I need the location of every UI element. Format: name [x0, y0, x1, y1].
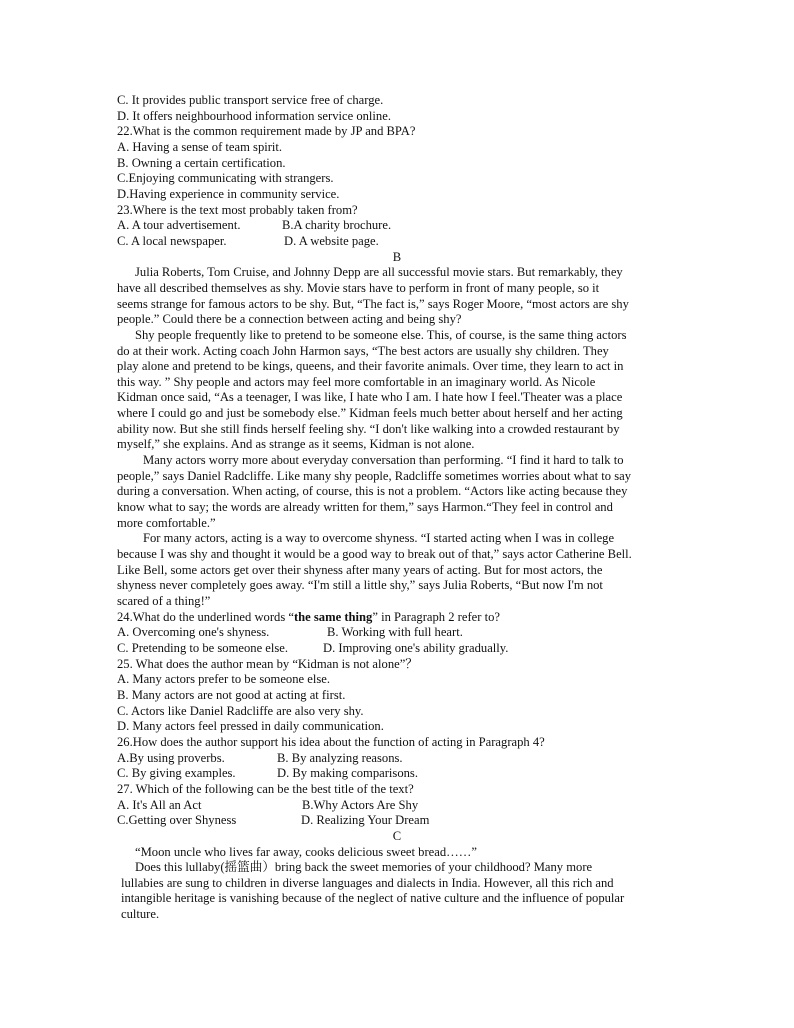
q24-stem-emphasis: the same thing	[293, 609, 373, 624]
q27-options-row1	[117, 798, 677, 814]
q22-option-b: B. Owning a certain certification.	[117, 155, 286, 170]
q27-stem: 27. Which of the following can be the best title of the text?	[117, 781, 414, 796]
q23-option-c: C. A local newspaper.	[117, 233, 227, 248]
q23-option-d: D. A website page.	[284, 233, 379, 248]
text-line: myself,” she explains. And as strange as it seems, Kidman is not alone.	[117, 437, 475, 452]
text-line: this way. ” Shy people and actors may feel more comfortable in an imaginary world. As Nicole	[117, 374, 596, 389]
text-line: know what to say; the words are already written for them,” says Harmon.“They feel in control and	[117, 500, 613, 515]
q26-option-b: B. By analyzing reasons.	[277, 750, 403, 765]
q24-stem-pre: 24.What do the underlined words “	[117, 609, 294, 624]
text-line: shyness never completely goes away. “I'm still a little shy,” says Julia Roberts, “But now I'm not	[117, 578, 603, 593]
text-line: people.” Could there be a connection between acting and being shy?	[117, 312, 462, 327]
section-b-paragraph-1	[117, 265, 677, 328]
q23-options-row2	[117, 234, 677, 250]
section-b-paragraph-4	[117, 531, 677, 609]
q24-option-d: D. Improving one's ability gradually.	[323, 640, 509, 655]
q22-option-c: C.Enjoying communicating with strangers.	[117, 171, 334, 186]
q22-stem: 22.What is the common requirement made by JP and BPA?	[117, 124, 416, 139]
text-line: Shy people frequently like to pretend to be someone else. This, of course, is the same thing actors	[135, 327, 627, 342]
section-c-paragraph-1	[117, 860, 677, 923]
text-line: more comfortable.”	[117, 515, 216, 530]
text-line: do at their work. Acting coach John Harmon says, “The best actors are usually shy children. They	[117, 343, 609, 358]
text-line: lullabies are sung to children in diverse languages and dialects in India. However, all this rich and	[121, 875, 614, 890]
q26-option-d: D. By making comparisons.	[277, 766, 418, 781]
text-line: Like Bell, some actors get over their shyness after many years of acting. But for most actors, the	[117, 562, 603, 577]
q26-option-c: C. By giving examples.	[117, 766, 236, 781]
q27-option-c: C.Getting over Shyness	[117, 813, 237, 828]
q26-stem: 26.How does the author support his idea about the function of acting in Paragraph 4?	[117, 734, 545, 749]
q23-stem: 23.Where is the text most probably taken from?	[117, 202, 358, 217]
text-line: scared of a thing!”	[117, 594, 211, 608]
q25-option-a: A. Many actors prefer to be someone else.	[117, 672, 330, 687]
q24-stem-post: ” in Paragraph 2 refer to?	[372, 609, 500, 624]
section-b-paragraph-3	[117, 453, 677, 531]
text-line: Does this lullaby(摇篮曲）bring back the sweet memories of your childhood? Many more	[135, 860, 593, 875]
text-line: culture.	[121, 907, 160, 922]
text-line: Many actors worry more about everyday conversation than performing. “I find it hard to talk to	[143, 453, 624, 468]
q27-option-d: D. Realizing Your Dream	[301, 813, 430, 828]
q24-option-a: A. Overcoming one's shyness.	[117, 625, 270, 640]
q24-options-row2	[117, 641, 677, 657]
text-line: because I was shy and thought it would be a good way to break out of that,” says actor Catherine Bell.	[117, 547, 632, 562]
q23-option-a: A. A tour advertisement.	[117, 218, 241, 233]
q21-option-d: D. It offers neighbourhood information service online.	[117, 108, 391, 123]
text-line: For many actors, acting is a way to overcome shyness. “I started acting when I was in college	[143, 531, 615, 546]
q26-options-row2	[117, 766, 677, 782]
section-c-quote: “Moon uncle who lives far away, cooks delicious sweet bread……”	[135, 844, 477, 859]
q27-option-a: A. It's All an Act	[117, 797, 202, 812]
text-line: Julia Roberts, Tom Cruise, and Johnny Depp are all successful movie stars. But remarkably, they	[135, 265, 623, 280]
text-line: during a conversation. When acting, of course, this is not a problem. “Actors like acting because they	[117, 484, 628, 499]
text-line: people,” says Daniel Radcliffe. Like many shy people, Radcliffe sometimes worries about what to say	[117, 468, 631, 483]
text-line: ability now. But she still finds herself feeling shy. “I don't like walking into a crowded restaurant by	[117, 421, 620, 436]
q25-option-d: D. Many actors feel pressed in daily communication.	[117, 719, 384, 734]
section-c-heading: C	[392, 828, 402, 843]
q24-option-c: C. Pretending to be someone else.	[117, 640, 289, 655]
exam-page	[117, 93, 677, 923]
q25-option-b: B. Many actors are not good at acting at first.	[117, 687, 346, 702]
q25-stem: 25. What does the author mean by “Kidman is not alone”？	[117, 656, 418, 671]
q22-option-d: D.Having experience in community service.	[117, 186, 340, 201]
q21-option-c: C. It provides public transport service free of charge.	[117, 93, 384, 107]
q27-options-row2	[117, 813, 677, 829]
q26-options-row1	[117, 751, 677, 767]
text-line: play alone and pretend to be kings, queens, and their favorite animals. Over time, they learn to act in	[117, 359, 624, 374]
text-line: Kidman once said, “As a teenager, I was like, I hate who I am. I hate how I feel.'Theater was a place	[117, 390, 623, 405]
q22-option-a: A. Having a sense of team spirit.	[117, 139, 283, 154]
q23-option-b: B.A charity brochure.	[282, 218, 392, 233]
section-b-paragraph-2	[117, 328, 677, 453]
text-line: intangible heritage is vanishing because of the neglect of native culture and the influence of popular	[121, 891, 625, 906]
text-line: have all described themselves as shy. Movie stars have to perform in front of many people, so it	[117, 280, 600, 295]
q24-option-b: B. Working with full heart.	[327, 625, 463, 640]
text-line: where I could go and just be somebody else.” Kidman feels much better about herself and her acting	[117, 406, 623, 421]
q26-option-a: A.By using proverbs.	[117, 750, 225, 765]
q27-option-b: B.Why Actors Are Shy	[302, 797, 419, 812]
q23-options-row1	[117, 218, 677, 234]
q25-option-c: C. Actors like Daniel Radcliffe are also very shy.	[117, 703, 364, 718]
text-line: seems strange for famous actors to be shy. But, “The fact is,” says Roger Moore, “most actors are shy	[117, 296, 629, 311]
q24-stem	[117, 610, 677, 626]
section-b-heading: B	[392, 249, 402, 264]
q24-options-row1	[117, 625, 677, 641]
